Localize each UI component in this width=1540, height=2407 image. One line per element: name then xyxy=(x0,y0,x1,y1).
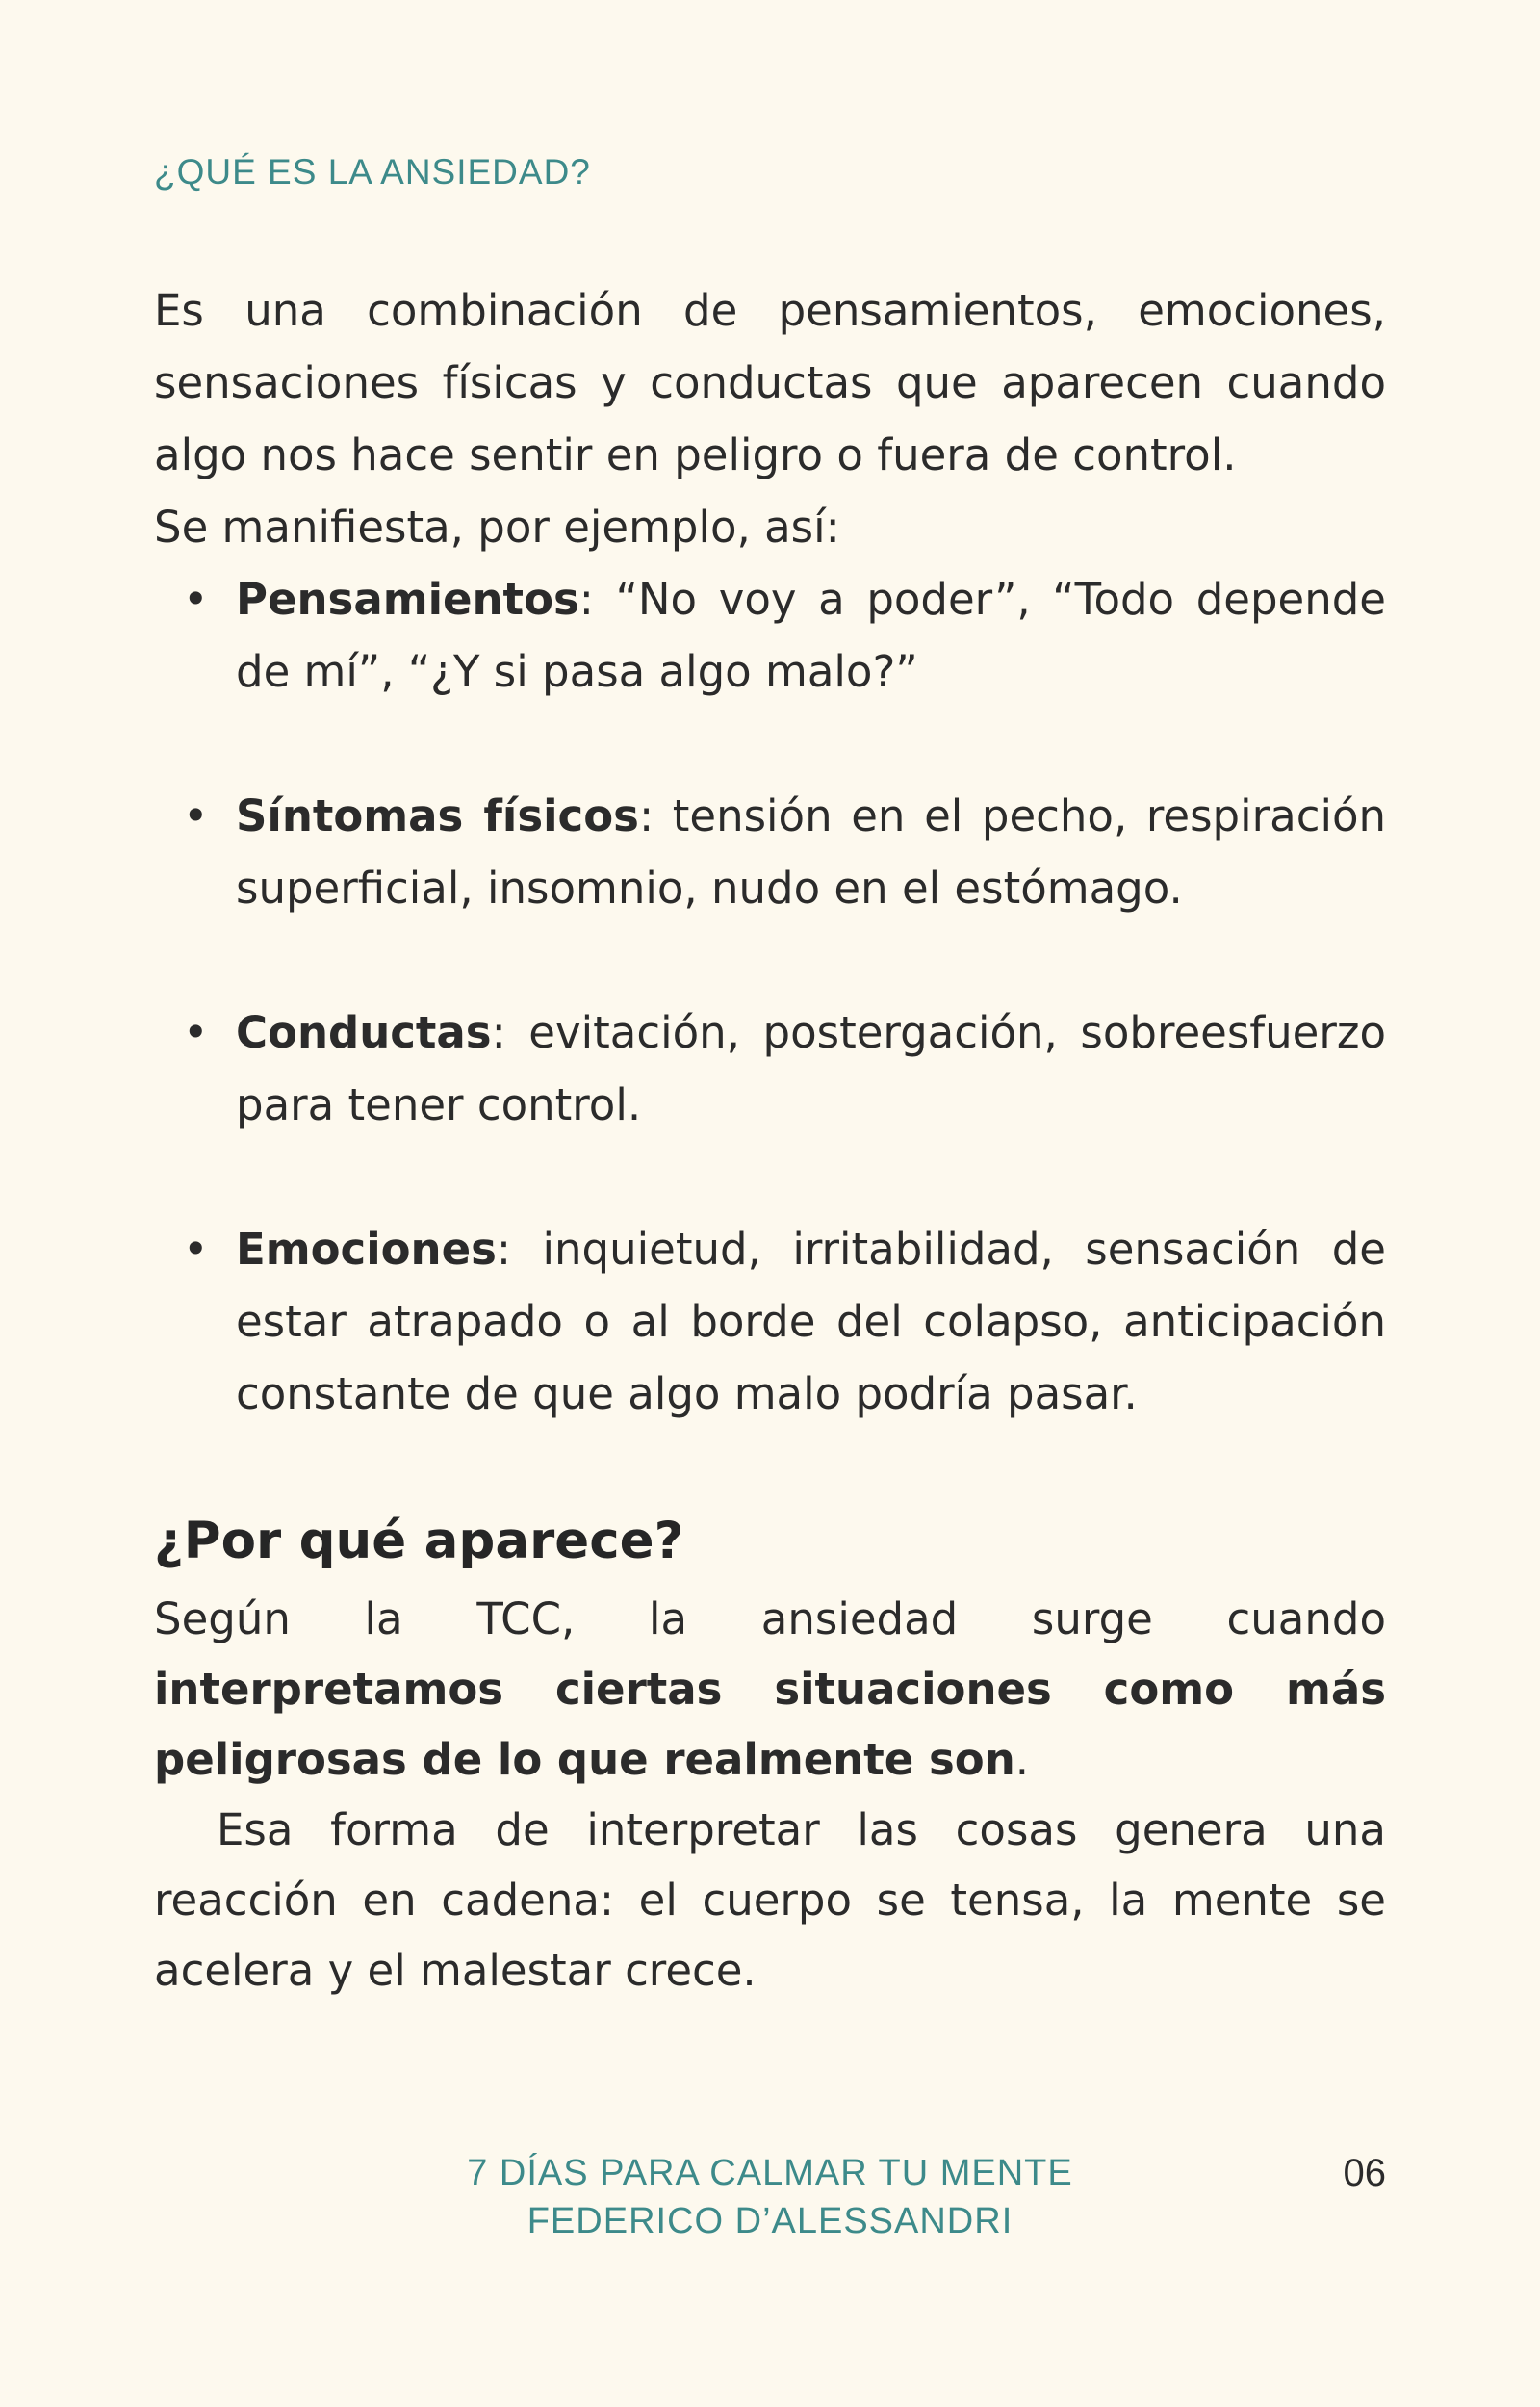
page-number: 06 xyxy=(1343,2152,1386,2194)
list-item-term: Pensamientos xyxy=(236,574,579,625)
page-footer xyxy=(154,2149,1386,2255)
intro-lead: Se manifiesta, por ejemplo, así: xyxy=(154,502,840,553)
bullet-icon: • xyxy=(183,1007,209,1058)
list-item-thoughts xyxy=(154,563,1386,708)
list-item-text: : inquietud, irritabilidad, sensación de estar atrapado o al borde del colapso, anticipación constante de que algo malo podría pasar. xyxy=(236,1224,1386,1419)
symptom-list xyxy=(154,563,1386,1502)
footer-credits xyxy=(385,2149,1155,2245)
why-p1-plain: Según la TCC, la ansiedad surge cuando xyxy=(154,1593,1386,1644)
bullet-icon: • xyxy=(183,574,209,625)
list-item-text: : “No voy a poder”, “Todo depende de mí”, “¿Y si pasa algo malo?” xyxy=(236,574,1386,697)
list-item-term: Síntomas físicos xyxy=(236,790,639,841)
intro-block xyxy=(154,274,1386,563)
list-item-text: : tensión en el pecho, respiración superficial, insomnio, nudo en el estómago. xyxy=(236,790,1386,914)
section-label: ¿QUÉ ES LA ANSIEDAD? xyxy=(154,152,591,192)
list-item-emotions xyxy=(154,1213,1386,1430)
bullet-icon: • xyxy=(183,790,209,841)
why-heading: ¿Por qué aparece? xyxy=(154,1512,684,1570)
why-p1-bold: interpretamos ciertas situaciones como más peligrosas de lo que realmente son xyxy=(154,1664,1386,1785)
list-item-term: Emociones xyxy=(236,1224,497,1275)
bullet-icon: • xyxy=(183,1224,209,1275)
why-p1-end: . xyxy=(1014,1734,1030,1785)
list-item-text: : evitación, postergación, sobreesfuerzo para tener control. xyxy=(236,1007,1386,1130)
why-paragraph-2: Esa forma de interpretar las cosas genera una reacción en cadena: el cuerpo se tensa, la mente se acelera y el malestar crece. xyxy=(154,1804,1386,1996)
intro-paragraph: Es una combinación de pensamientos, emociones, sensaciones físicas y conductas que aparecen cuando algo nos hace sentir en peligro o fuera de control. xyxy=(154,285,1386,480)
list-item-physical xyxy=(154,780,1386,924)
author-name: FEDERICO D’ALESSANDRI xyxy=(526,2201,1014,2241)
why-body xyxy=(154,1584,1386,2006)
why-paragraph-1 xyxy=(154,1584,1386,1795)
list-item-term: Conductas xyxy=(236,1007,492,1058)
list-item-behaviors xyxy=(154,996,1386,1141)
book-title: 7 DÍAS PARA CALMAR TU MENTE xyxy=(467,2153,1073,2193)
document-page xyxy=(154,0,1386,2407)
